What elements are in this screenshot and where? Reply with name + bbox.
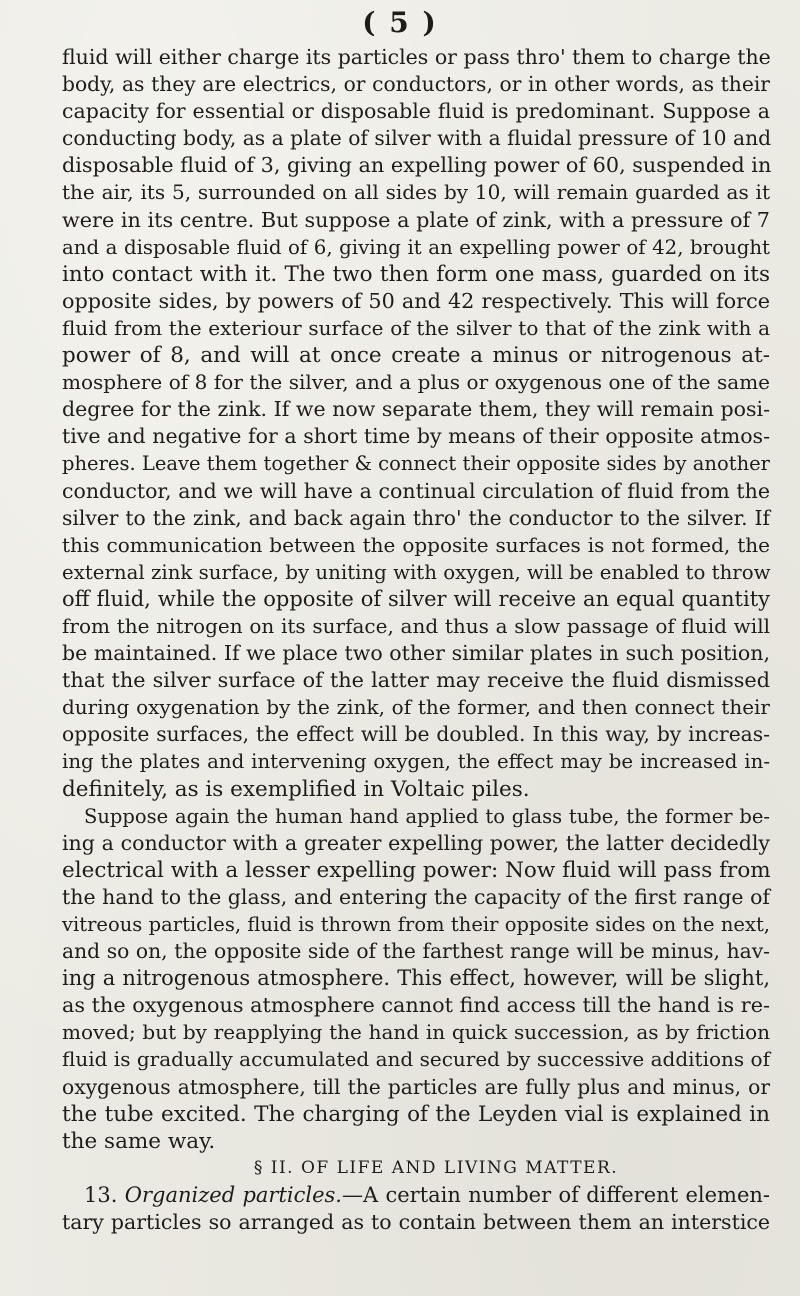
- text-line: the tube excited. The charging of the Leyden vial is explained in: [62, 1101, 770, 1127]
- text-line: capacity for essential or disposable fluid is predominant. Suppose a: [62, 99, 770, 124]
- paragraph-glass-tube: [62, 803, 770, 1155]
- text-line: ing a conductor with a greater expelling power, the latter decidedly: [62, 830, 770, 855]
- text-line: electrical with a lesser expelling power: Now fluid will pass from: [62, 857, 771, 883]
- text-line: ing the plates and intervening oxygen, the effect may be increased in-: [62, 750, 770, 774]
- text-line: opposite sides, by powers of 50 and 42 respectively. This will force: [62, 288, 770, 313]
- text-line: vitreous particles, fluid is thrown from their opposite sides on the next,: [62, 913, 770, 936]
- section-heading: [62, 1155, 770, 1182]
- text-line: off fluid, while the opposite of silver will receive an equal quantity: [62, 586, 770, 611]
- text-line: tive and negative for a short time by means of their opposite atmos-: [62, 424, 770, 449]
- text-line: fluid will either charge its particles or pass thro' them to charge the: [62, 45, 771, 69]
- paragraph-organized-particles: [62, 1182, 770, 1236]
- text-line: Suppose again the human hand applied to glass tube, the former be-: [84, 804, 770, 828]
- text-line: during oxygenation by the zink, of the former, and then connect their: [62, 695, 770, 720]
- section-title: OF LIFE AND LIVING MATTER.: [301, 1157, 619, 1178]
- text-line: conductor, and we will have a continual circulation of fluid from the: [62, 478, 770, 503]
- text-run: —A certain number of different elemen-: [342, 1182, 770, 1207]
- text-line: body, as they are electrics, or conductors, or in other words, as their: [62, 72, 770, 97]
- section-symbol: § II.: [253, 1157, 295, 1178]
- text-line: mosphere of 8 for the silver, and a plus or oxygenous one of the same: [62, 370, 770, 395]
- text-line: the air, its 5, surrounded on all sides by 10, will remain guarded as it: [62, 180, 770, 205]
- text-line: the same way.: [62, 1128, 216, 1154]
- paragraph-number: 13.: [84, 1182, 118, 1207]
- text-line: power of 8, and will at once create a minus or nitrogenous at-: [62, 343, 770, 369]
- text-line: opposite surfaces, the effect will be doubled. In this way, by increas-: [62, 722, 770, 747]
- page-body: [62, 44, 770, 1236]
- text-line: this communication between the opposite surfaces is not formed, the: [62, 532, 770, 557]
- text-line: definitely, as is exemplified in Voltaic piles.: [62, 776, 530, 802]
- text-line: moved; but by reapplying the hand in quick succession, as by friction: [62, 1020, 770, 1045]
- text-line: as the oxygenous atmosphere cannot find access till the hand is re-: [62, 993, 770, 1018]
- text-line: and a disposable fluid of 6, giving it an expelling power of 42, brought: [62, 235, 770, 259]
- text-line: silver to the zink, and back again thro' the conductor to the silver. If: [62, 505, 770, 530]
- text-line: into contact with it. The two then form one mass, guarded on its: [62, 261, 770, 287]
- paragraph-electricity-plates: [62, 44, 770, 803]
- text-line: degree for the zink. If we now separate them, they will remain posi-: [62, 397, 770, 422]
- page-number: ( 5 ): [362, 6, 438, 39]
- text-line: tary particles so arranged as to contain between them an interstice: [62, 1210, 770, 1235]
- text-line: from the nitrogen on its surface, and thus a slow passage of fluid will: [62, 613, 770, 638]
- text-line: external zink surface, by uniting with oxygen, will be enabled to throw: [62, 560, 771, 584]
- text-line: the hand to the glass, and entering the capacity of the first range of: [62, 884, 770, 909]
- text-line: be maintained. If we place two other similar plates in such position,: [62, 641, 770, 666]
- text-line: oxygenous atmosphere, till the particles are fully plus and minus, or: [62, 1074, 770, 1099]
- text-line: fluid from the exteriour surface of the silver to that of the zink with a: [62, 315, 770, 340]
- text-line: were in its centre. But suppose a plate of zink, with a pressure of 7: [62, 207, 770, 232]
- text-line: conducting body, as a plate of silver with a fluidal pressure of 10 and: [62, 126, 772, 151]
- text-line: ing a nitrogenous atmosphere. This effect, however, will be slight,: [62, 966, 770, 991]
- text-line: and so on, the opposite side of the farthest range will be minus, hav-: [62, 939, 770, 964]
- text-line: fluid is gradually accumulated and secured by successive additions of: [62, 1047, 770, 1072]
- text-line: that the silver surface of the latter may receive the fluid dismissed: [62, 668, 770, 693]
- text-line: disposable fluid of 3, giving an expelling power of 60, suspended in: [62, 153, 772, 178]
- text-line: [62, 1182, 770, 1209]
- paragraph-heading: Organized particles.: [124, 1182, 342, 1207]
- text-line: pheres. Leave them together & connect their opposite sides by another: [62, 452, 770, 476]
